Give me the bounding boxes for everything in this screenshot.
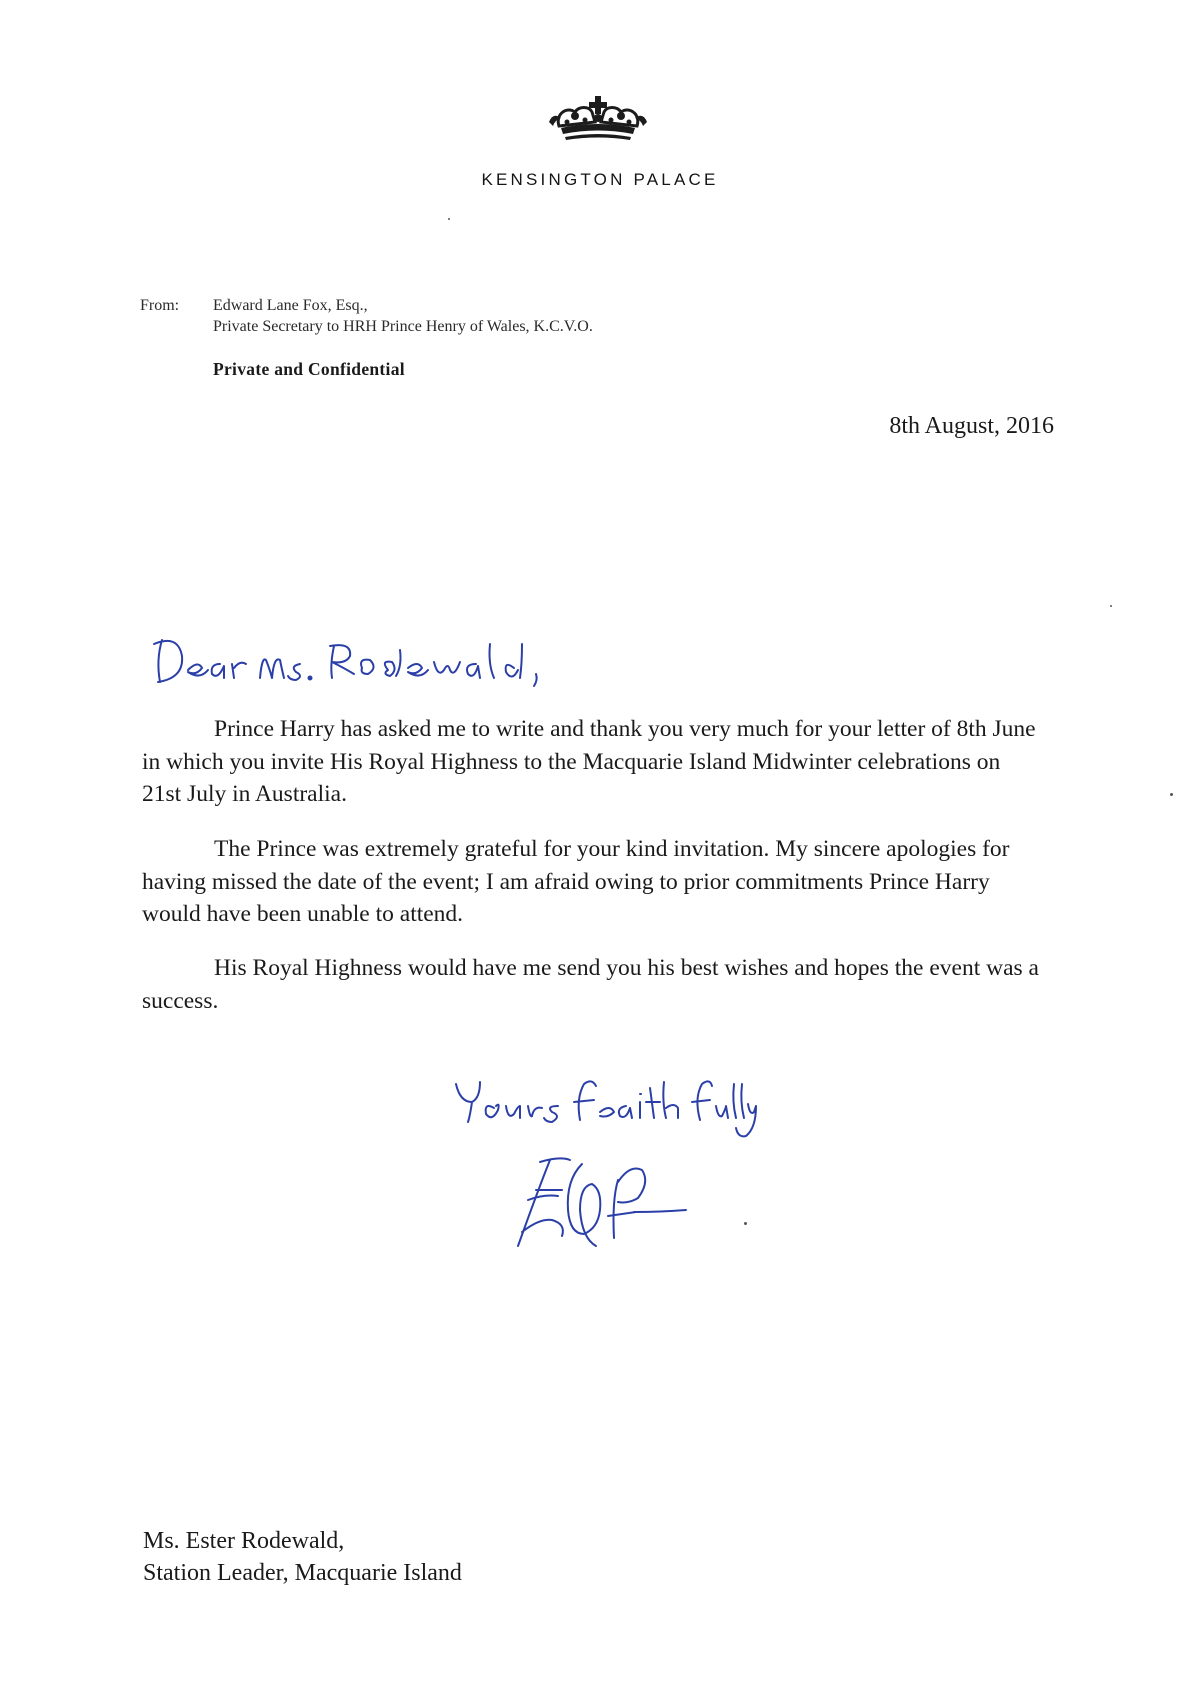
handwritten-closing: [450, 1072, 760, 1142]
scan-speck: [1170, 793, 1173, 796]
letterhead-title: KENSINGTON PALACE: [481, 170, 719, 189]
recipient-block: [143, 1525, 462, 1589]
handwritten-salutation: [148, 630, 568, 694]
scan-speck: [744, 1222, 747, 1225]
paragraph-text: His Royal Highness would have me send you his best wishes and hopes the event was a success.: [142, 955, 1039, 1014]
classification-label: Private and Confidential: [213, 359, 405, 379]
sender-title: Private Secretary to HRH Prince Henry of Wales, K.C.V.O.: [213, 318, 593, 335]
paragraph-text: Prince Harry has asked me to write and thank you very much for your letter of 8th June in which you invite His Royal Highness to the Macquarie Island Midwinter celebrations on 21st July in Australia.: [142, 716, 1036, 807]
paragraph-text: The Prince was extremely grateful for your kind invitation. My sincere apologies for having missed the date of the event; I am afraid owing to prior commitments Prince Harry would have been unable to attend.: [142, 836, 1010, 927]
letter-date: 8th August, 2016: [889, 413, 1054, 439]
scan-speck: [448, 218, 450, 220]
sender-name: Edward Lane Fox, Esq.,: [213, 297, 368, 314]
body-paragraph-3: [142, 952, 1042, 1017]
body-paragraph-1: [142, 713, 1042, 811]
body-paragraph-2: [142, 833, 1042, 931]
crown-emblem-icon: [545, 92, 651, 142]
scan-speck: [1110, 605, 1112, 607]
recipient-name: Ms. Ester Rodewald,: [143, 1528, 345, 1554]
from-label: From:: [140, 297, 180, 314]
signature-image: [510, 1150, 750, 1255]
recipient-position: Station Leader, Macquarie Island: [143, 1560, 462, 1586]
